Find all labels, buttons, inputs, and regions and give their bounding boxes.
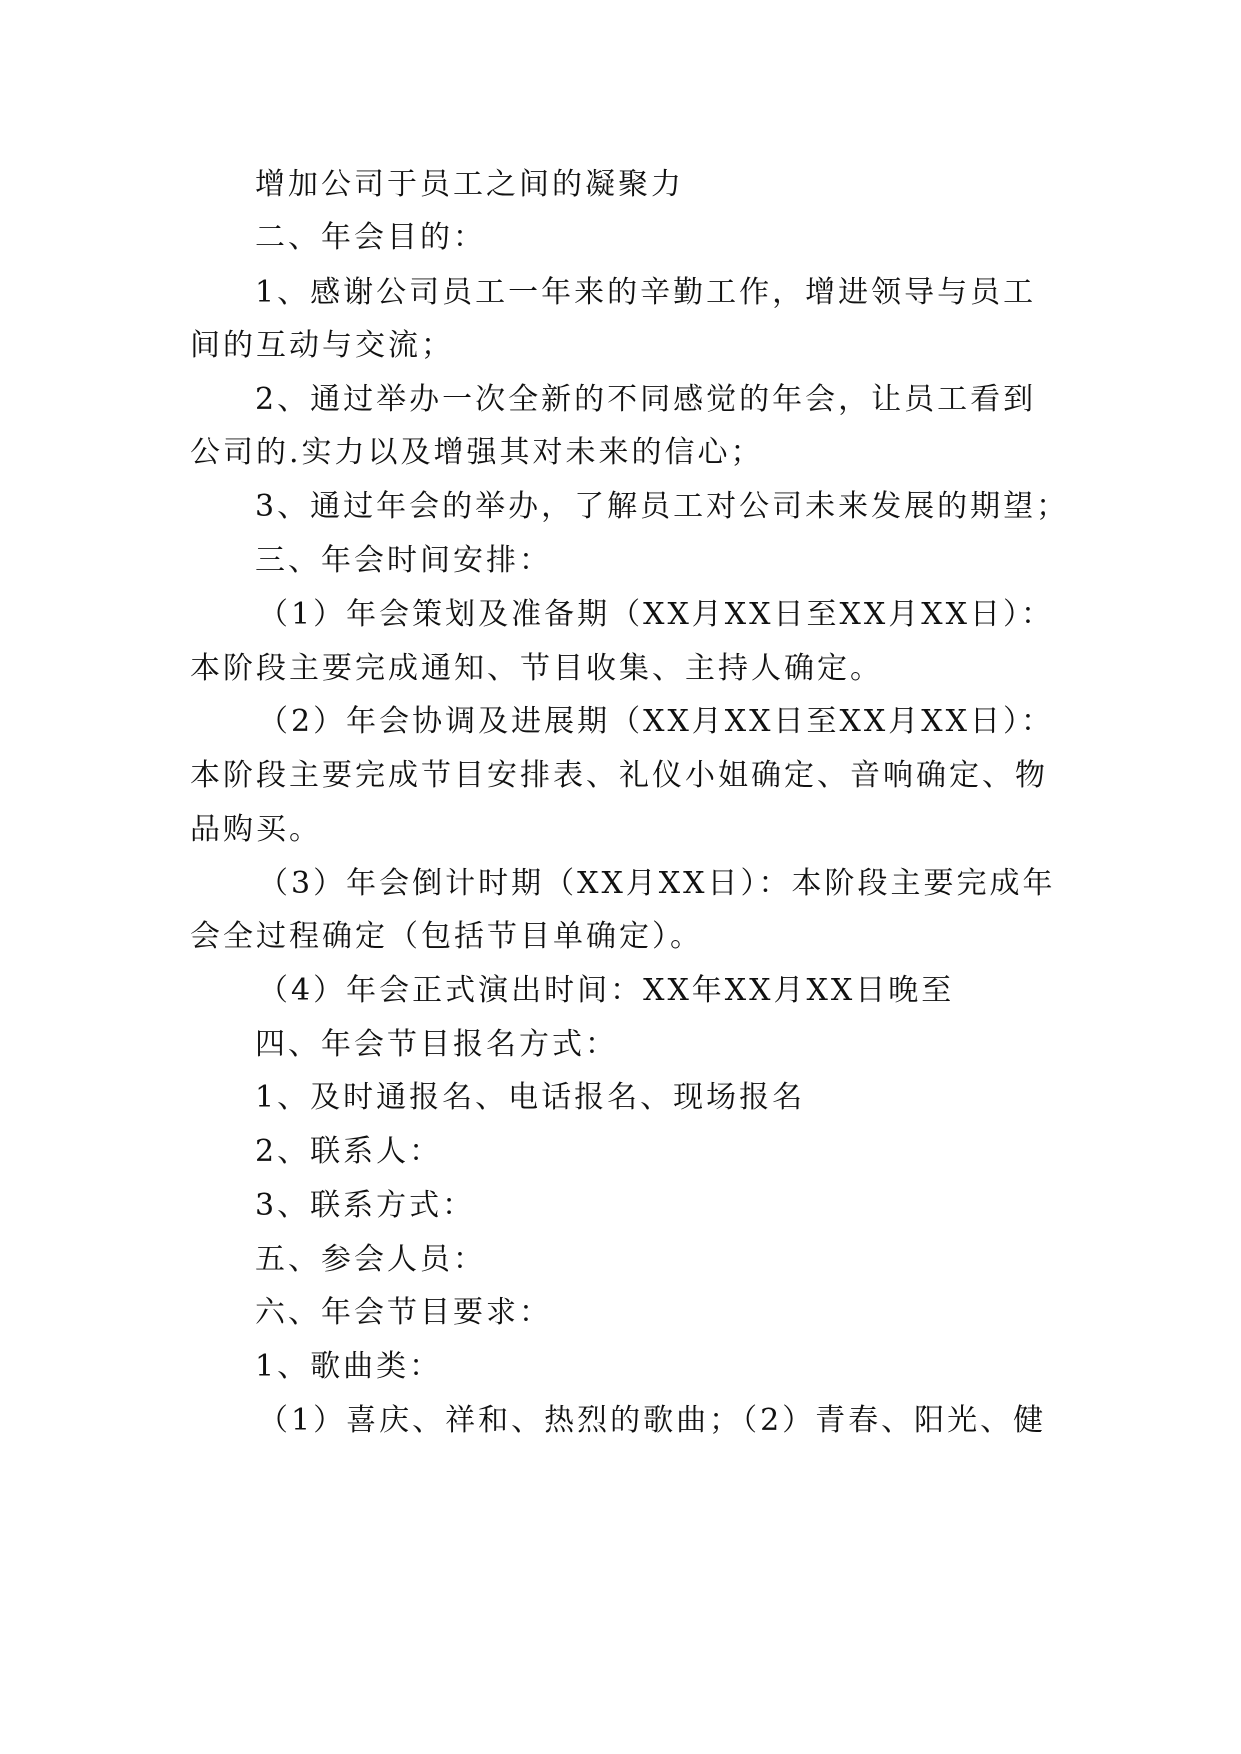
body-text-line: 增加公司于员工之间的凝聚力 bbox=[255, 167, 684, 202]
section-heading: 五、参会人员： bbox=[255, 1242, 486, 1277]
list-item: （1）喜庆、祥和、热烈的歌曲；（2）青春、阳光、健 bbox=[258, 1403, 1047, 1438]
list-item: （3）年会倒计时期（XX月XX日）：本阶段主要完成年 bbox=[258, 866, 1056, 901]
list-item-continuation: 间的互动与交流； bbox=[190, 328, 454, 363]
section-heading: 四、年会节目报名方式： bbox=[255, 1027, 618, 1062]
list-item: （1）年会策划及准备期（XX月XX日至XX月XX日）： bbox=[258, 597, 1054, 632]
list-item: 2、联系人： bbox=[255, 1134, 443, 1169]
list-item: 3、通过年会的举办，了解员工对公司未来发展的期望； bbox=[255, 489, 1070, 524]
list-item: 1、及时通报名、电话报名、现场报名 bbox=[255, 1080, 806, 1115]
list-item: （4）年会正式演出时间：XX年XX月XX日晚至 bbox=[258, 973, 955, 1008]
list-item: 1、歌曲类： bbox=[255, 1349, 443, 1384]
section-heading: 三、年会时间安排： bbox=[255, 543, 552, 578]
list-item-continuation: 本阶段主要完成节目安排表、礼仪小姐确定、音响确定、物 bbox=[190, 758, 1048, 793]
list-item: 3、联系方式： bbox=[255, 1188, 476, 1223]
list-item: （2）年会协调及进展期（XX月XX日至XX月XX日）： bbox=[258, 704, 1054, 739]
section-heading: 二、年会目的： bbox=[255, 220, 486, 255]
list-item-continuation: 品购买。 bbox=[190, 812, 322, 847]
list-item-continuation: 会全过程确定（包括节目单确定）。 bbox=[190, 919, 703, 954]
list-item-continuation: 本阶段主要完成通知、节目收集、主持人确定。 bbox=[190, 651, 883, 686]
section-heading: 六、年会节目要求： bbox=[255, 1295, 552, 1330]
list-item: 2、通过举办一次全新的不同感觉的年会，让员工看到 bbox=[255, 382, 1037, 417]
list-item: 1、感谢公司员工一年来的辛勤工作，增进领导与员工 bbox=[255, 275, 1037, 310]
list-item-continuation: 公司的.实力以及增强其对未来的信心； bbox=[190, 435, 764, 470]
